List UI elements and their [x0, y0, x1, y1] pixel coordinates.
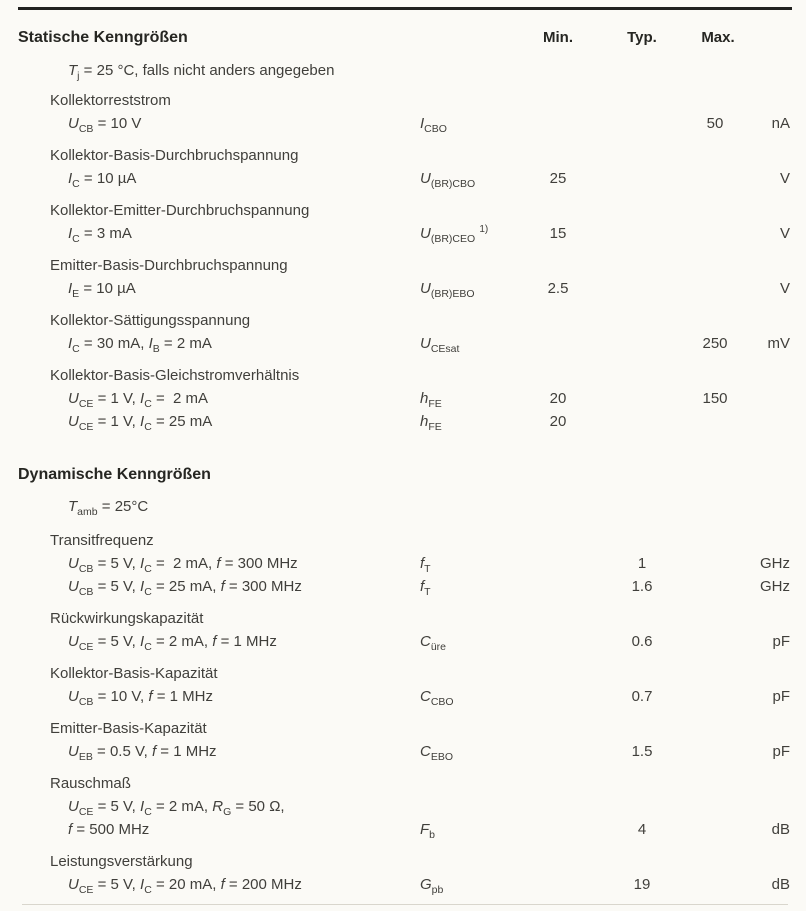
typ-value-cell: 1.5 — [631, 743, 653, 760]
symbol-cell: $C_{EBO}$ — [420, 743, 454, 763]
unit-cell: V — [779, 170, 790, 187]
table-row — [0, 818, 806, 841]
parameter-lines — [0, 795, 806, 841]
parameter-groups — [0, 530, 806, 896]
symbol-cell: $F_b$ — [420, 821, 436, 841]
parameter-name-row — [0, 200, 806, 222]
column-header-min: Min. — [543, 29, 573, 46]
parameter-group — [0, 200, 806, 245]
parameter-group — [0, 90, 806, 135]
parameter-groups — [0, 90, 806, 433]
parameter-name-row — [0, 851, 806, 873]
typ-value-cell: 1.6 — [631, 578, 653, 595]
table-row — [0, 277, 806, 300]
symbol-cell: $f_T$ — [420, 555, 431, 575]
symbol-cell: $C_{üre}$ — [420, 633, 447, 653]
parameter-name-row — [0, 255, 806, 277]
parameter-name: Emitter-Basis-Durchbruchspannung — [50, 257, 288, 274]
symbol-cell: $f_T$ — [420, 578, 431, 598]
test-condition-cell: $U_{CE} = 5$ V, $I_C = 2$ mA, f = 1 MHz — [68, 633, 277, 653]
parameter-lines — [0, 685, 806, 708]
min-value-cell: 2.5 — [547, 280, 569, 297]
max-value-cell: 150 — [702, 390, 728, 407]
parameter-name: Kollektor-Basis-Kapazität — [50, 665, 218, 682]
parameter-name-row — [0, 718, 806, 740]
unit-cell: dB — [771, 821, 790, 838]
parameter-group — [0, 773, 806, 841]
parameter-lines — [0, 552, 806, 598]
test-condition-cell: $I_C = 3$ mA — [68, 225, 132, 245]
section-header-row — [0, 28, 806, 48]
test-condition-cell: $U_{CE} = 5$ V, $I_C = 2$ mA, $R_G = 50$ Ω, — [68, 798, 285, 818]
table-row — [0, 167, 806, 190]
parameter-name: Transitfrequenz — [50, 532, 154, 549]
column-header-typ: Typ. — [627, 29, 657, 46]
table-row — [0, 795, 806, 818]
table-row — [0, 552, 806, 575]
table-row — [0, 685, 806, 708]
parameter-name-row — [0, 663, 806, 685]
characteristics-section — [0, 465, 806, 896]
test-condition-cell: $U_{CB} = 5$ V, $I_C = 25$ mA, f = 300 MHz — [68, 578, 302, 598]
symbol-cell: $G_{pb}$ — [420, 876, 444, 896]
parameter-lines — [0, 222, 806, 245]
unit-cell: GHz — [760, 578, 790, 595]
parameter-group — [0, 310, 806, 355]
test-condition-cell: $I_C = 30$ mA, $I_B = 2$ mA — [68, 335, 212, 355]
typ-value-cell: 19 — [633, 876, 651, 893]
parameter-group — [0, 145, 806, 190]
symbol-cell: $h_{FE}$ — [420, 413, 442, 433]
parameter-lines — [0, 387, 806, 433]
table-row — [0, 332, 806, 355]
parameter-lines — [0, 630, 806, 653]
parameter-name-row — [0, 90, 806, 112]
parameter-name-row — [0, 310, 806, 332]
parameter-name: Kollektor-Basis-Gleichstromverhältnis — [50, 367, 300, 384]
test-condition-cell: $U_{CE} = 1$ V, $I_C = 25$ mA — [68, 413, 213, 433]
unit-cell: pF — [772, 633, 790, 650]
column-header-max: Max. — [701, 29, 735, 46]
section-header-row — [0, 465, 806, 485]
symbol-cell: $U_{(BR)EBO}$ — [420, 280, 475, 300]
symbol-cell: $U_{(BR)CEO}$ $^{1)}$ — [420, 224, 489, 245]
table-row — [0, 873, 806, 896]
unit-cell: V — [779, 225, 790, 242]
parameter-lines — [0, 277, 806, 300]
parameter-lines — [0, 873, 806, 896]
parameter-name-row — [0, 145, 806, 167]
section-title: Dynamische Kenngrößen — [18, 466, 211, 483]
table-sections — [0, 10, 806, 896]
typ-value-cell: 4 — [637, 821, 647, 838]
table-row — [0, 387, 806, 410]
parameter-name-row — [0, 365, 806, 387]
test-condition-cell: $U_{CE} = 1$ V, $I_C = 2$ mA — [68, 390, 209, 410]
test-condition-cell: $U_{CB} = 5$ V, $I_C = 2$ mA, f = 300 MHz — [68, 555, 298, 575]
parameter-lines — [0, 332, 806, 355]
symbol-cell: $U_{CEsat}$ — [420, 335, 460, 355]
parameter-name-row — [0, 773, 806, 795]
parameter-name: Kollektor-Emitter-Durchbruchspannung — [50, 202, 310, 219]
min-value-cell: 25 — [549, 170, 567, 187]
table-row — [0, 740, 806, 763]
max-value-cell: 250 — [702, 335, 728, 352]
parameter-group — [0, 608, 806, 653]
section-condition-note — [0, 498, 806, 516]
section-title: Statische Kenngrößen — [18, 29, 188, 46]
parameter-group — [0, 851, 806, 896]
test-condition-cell: $U_{CB} = 10$ V, f = 1 MHz — [68, 688, 213, 708]
symbol-cell: $U_{(BR)CBO}$ — [420, 170, 476, 190]
max-value-cell: 50 — [706, 115, 724, 132]
min-value-cell: 20 — [549, 390, 567, 407]
table-row — [0, 112, 806, 135]
unit-cell: GHz — [760, 555, 790, 572]
typ-value-cell: 0.7 — [631, 688, 653, 705]
table-row — [0, 575, 806, 598]
characteristics-section — [0, 28, 806, 433]
test-condition-cell: $I_C = 10$ µA — [68, 170, 137, 190]
parameter-group — [0, 663, 806, 708]
parameter-name: Kollektor-Sättigungsspannung — [50, 312, 251, 329]
table-row — [0, 222, 806, 245]
test-condition-cell: $U_{EB} = 0.5$ V, f = 1 MHz — [68, 743, 217, 763]
unit-cell: pF — [772, 688, 790, 705]
test-condition-cell: $U_{CE} = 5$ V, $I_C = 20$ mA, f = 200 MHz — [68, 876, 302, 896]
condition-note-text: $T_j = 25$ °C, falls nicht anders angegeben — [68, 62, 335, 82]
section-condition-note — [0, 62, 806, 80]
table-row — [0, 410, 806, 433]
parameter-group — [0, 718, 806, 763]
parameter-name-row — [0, 608, 806, 630]
parameter-lines — [0, 167, 806, 190]
parameter-name: Rauschmaß — [50, 775, 131, 792]
parameter-group — [0, 530, 806, 598]
parameter-group — [0, 365, 806, 433]
unit-cell: V — [779, 280, 790, 297]
test-condition-cell: $U_{CB} = 10$ V — [68, 115, 142, 135]
parameter-name: Kollektor-Basis-Durchbruchspannung — [50, 147, 299, 164]
parameter-name: Kollektorreststrom — [50, 92, 171, 109]
parameter-name: Leistungsverstärkung — [50, 853, 193, 870]
test-condition-cell: f = 500 MHz — [68, 821, 150, 838]
typ-value-cell: 0.6 — [631, 633, 653, 650]
unit-cell: pF — [772, 743, 790, 760]
test-condition-cell: $I_E = 10$ µA — [68, 280, 136, 300]
min-value-cell: 20 — [549, 413, 567, 430]
parameter-lines — [0, 740, 806, 763]
symbol-cell: $I_{CBO}$ — [420, 115, 447, 135]
parameter-name: Emitter-Basis-Kapazität — [50, 720, 207, 737]
symbol-cell: $h_{FE}$ — [420, 390, 442, 410]
unit-cell: dB — [771, 876, 790, 893]
parameter-group — [0, 255, 806, 300]
bottom-divider-rule — [22, 904, 788, 905]
unit-cell: mV — [767, 335, 790, 352]
parameter-lines — [0, 112, 806, 135]
parameter-name: Rückwirkungskapazität — [50, 610, 204, 627]
symbol-cell: $C_{CBO}$ — [420, 688, 454, 708]
table-row — [0, 630, 806, 653]
typ-value-cell: 1 — [637, 555, 647, 572]
min-value-cell: 15 — [549, 225, 567, 242]
condition-note-text: $T_{amb} = 25^\circ C$ — [68, 498, 149, 518]
parameter-name-row — [0, 530, 806, 552]
unit-cell: nA — [771, 115, 790, 132]
